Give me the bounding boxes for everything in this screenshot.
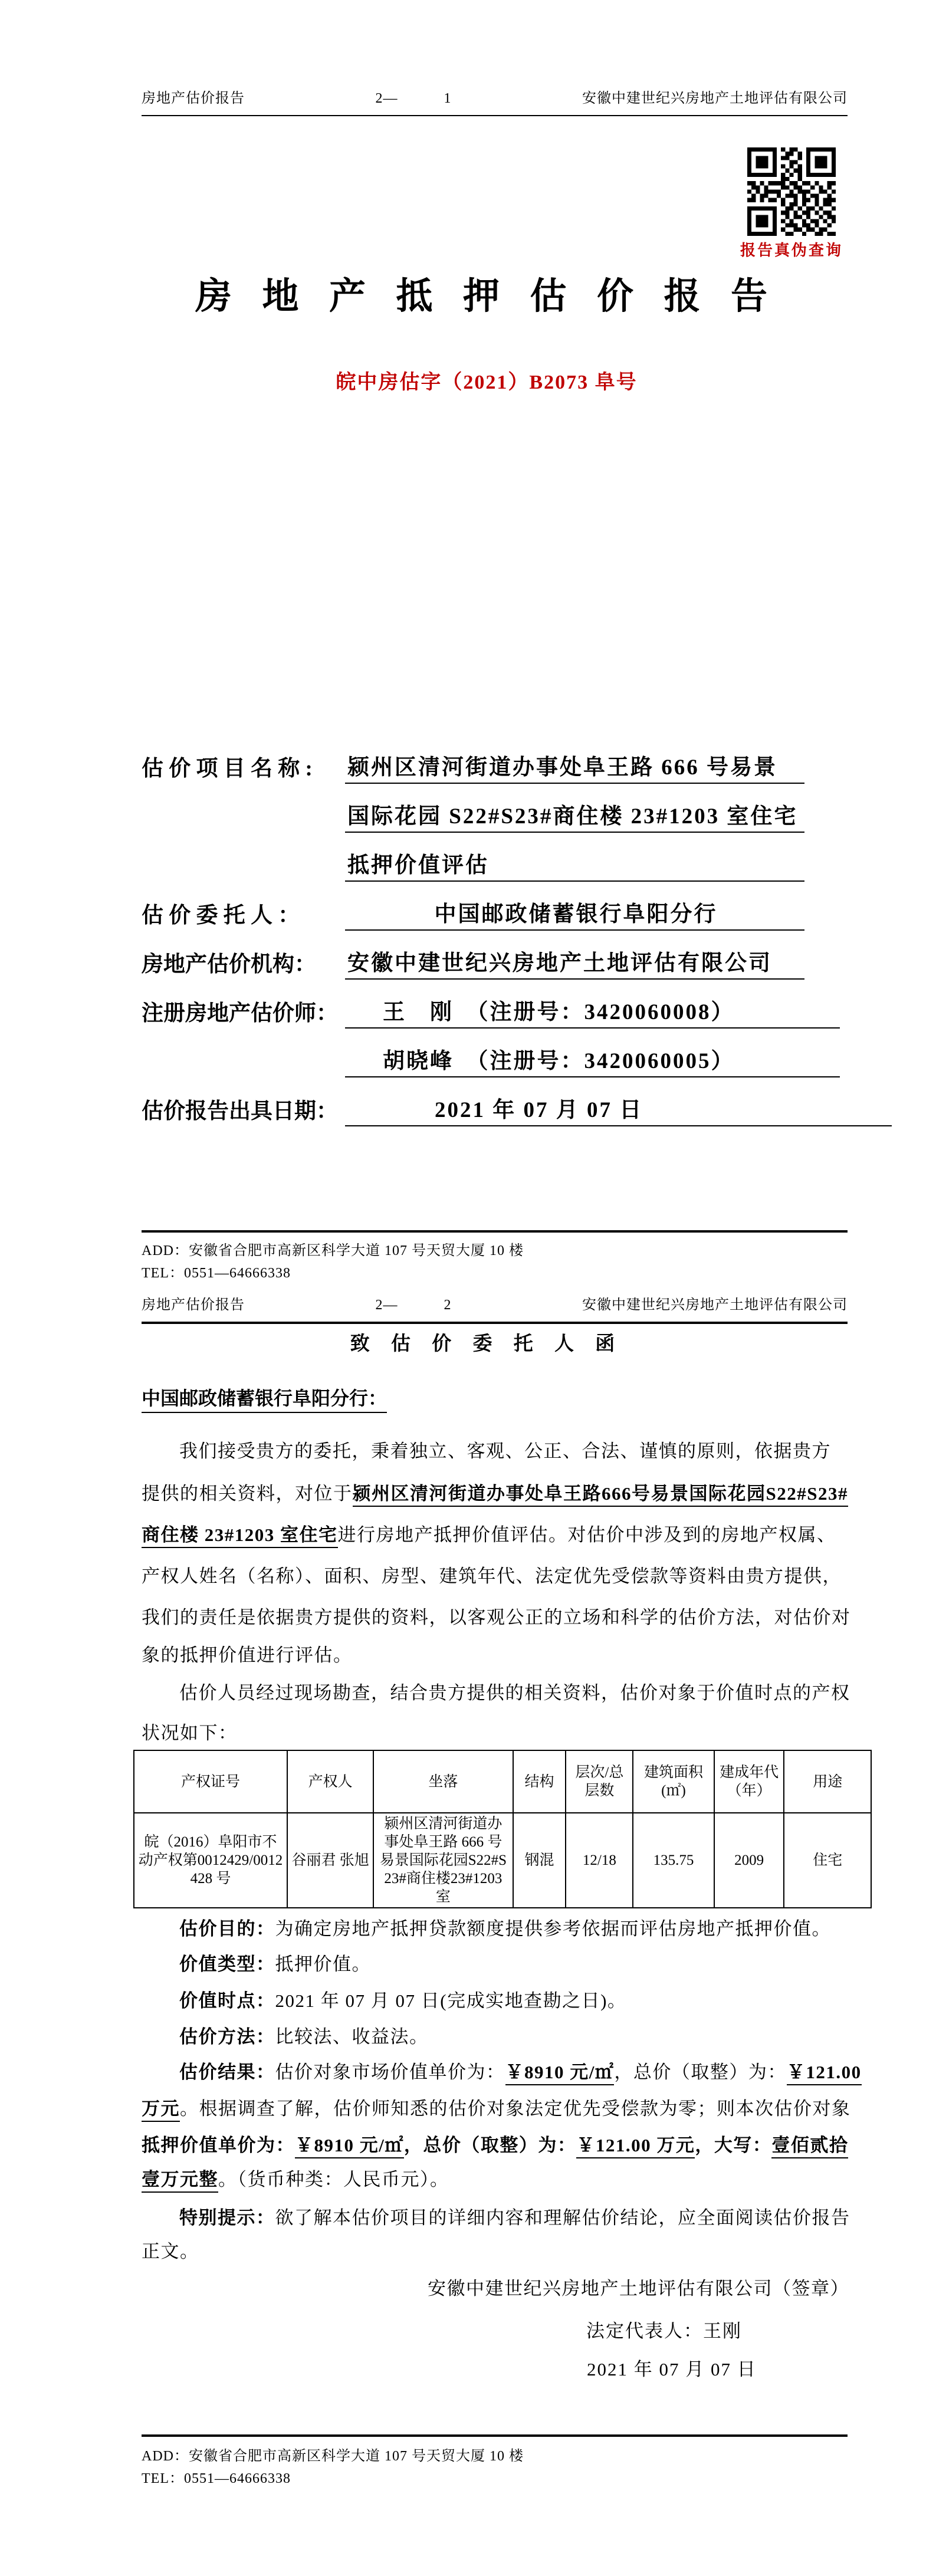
table-header-cell: 产权人 — [287, 1750, 373, 1813]
letter-line: 价值类型：抵押价值。 — [179, 1954, 371, 1974]
field-value: 国际花园 S22#S23#商住楼 23#1203 室住宅 — [345, 803, 804, 833]
field-label — [142, 1076, 345, 1077]
field-label: 估 价 项 目 名 称 : — [142, 757, 313, 781]
table-cell-area: 135.75 — [633, 1813, 714, 1908]
table-cell-structure: 钢混 — [513, 1813, 566, 1908]
signature-date: 2021 年 07 月 07 日 — [587, 2359, 757, 2380]
qr-code — [747, 147, 836, 236]
field-label: 注册房地产估价师： — [142, 1001, 338, 1026]
field-value: 王 刚 （注册号：3420060008） — [345, 999, 840, 1029]
table-header-cell: 层次/总层数 — [566, 1750, 633, 1813]
header-company: 安徽中建世纪兴房地产土地评估有限公司 — [582, 1297, 848, 1313]
header-page-prefix: 2— — [375, 91, 398, 106]
table-header-row — [134, 1750, 871, 1813]
page-header — [142, 1293, 848, 1324]
table-header-cell: 坐落 — [373, 1750, 513, 1813]
cover-field-row-appraiser-2 — [142, 1029, 849, 1077]
header-page-number: 2 — [444, 1297, 452, 1313]
table-cell-owner: 谷丽君 张旭 — [287, 1813, 373, 1908]
table-row — [134, 1813, 871, 1908]
cover-field-row-client — [142, 882, 849, 931]
footer-phone: TEL：0551—64666338 — [142, 2471, 291, 2486]
cover-field-row-agency — [142, 931, 849, 980]
field-value: 胡晓峰 （注册号：3420060005） — [345, 1048, 840, 1077]
letter-line: 估价目的：为确定房地产抵押贷款额度提供参考依据而评估房地产抵押价值。 — [179, 1918, 831, 1939]
page-header — [142, 86, 848, 116]
field-label: 房地产估价机构： — [142, 952, 316, 977]
field-value: 2021 年 07 月 07 日 — [345, 1097, 892, 1126]
header-page-indicator — [376, 1297, 452, 1313]
letter-line: 正文。 — [142, 2241, 199, 2262]
field-value: 颍州区清河街道办事处阜王路 666 号易景 — [345, 754, 804, 784]
cover-field-row-project-name-cont — [142, 784, 849, 833]
field-label — [142, 880, 345, 882]
letter-line: 估价结果：估价对象市场价值单价为：￥8910 元/㎡，总价（取整）为：￥121.00 — [142, 2060, 934, 2085]
field-value: 中国邮政储蓄银行阜阳分行 — [345, 901, 804, 931]
footer-address: ADD：安徽省合肥市高新区科学大道 107 号天贸大厦 10 楼 — [142, 1243, 524, 1259]
report-title: 房 地 产 抵 押 估 价 报 告 — [195, 277, 778, 317]
footer-phone: TEL：0551—64666338 — [142, 1266, 291, 1281]
field-value: 安徽中建世纪兴房地产土地评估有限公司 — [345, 950, 804, 980]
field-value: 抵押价值评估 — [345, 852, 804, 882]
table-cell-floor: 12/18 — [566, 1813, 633, 1908]
report-page-2 — [0, 1292, 936, 2576]
table-header-cell: 用途 — [784, 1750, 871, 1813]
table-header-cell: 产权证号 — [134, 1750, 287, 1813]
letter-line: 商住楼 23#1203 室住宅进行房地产抵押价值评估。对估价中涉及到的房地产权属、 — [142, 1523, 896, 1547]
letter-line: 壹万元整。（货币种类：人民币元）。 — [142, 2167, 896, 2192]
field-label: 估 价 委 托 人 ： — [142, 903, 300, 928]
letter-line: 我们接受贵方的委托，秉着独立、客观、公正、合法、谨慎的原则，依据贵方 — [179, 1441, 831, 1461]
letter-line: 我们的责任是依据贵方提供的资料，以客观公正的立场和科学的估价方法，对估价对 — [142, 1607, 851, 1628]
table-header-cell: 建成年代（年） — [714, 1750, 784, 1813]
letter-line: 价值时点：2021 年 07 月 07 日(完成实地查勘之日)。 — [179, 1990, 627, 2011]
table-cell-year: 2009 — [714, 1813, 784, 1908]
qr-caption: 报告真伪查询 — [740, 242, 843, 259]
table-cell-location: 颍州区清河街道办事处阜王路 666 号易景国际花园S22#S23#商住楼23#1203 室 — [373, 1813, 513, 1908]
table-header-cell: 结构 — [513, 1750, 566, 1813]
cover-form — [142, 735, 849, 1126]
report-number: 皖中房估字（2021）B2073 阜号 — [336, 372, 638, 393]
property-rights-table — [133, 1750, 872, 1908]
cover-field-row-appraiser-1 — [142, 980, 849, 1029]
letter-line: 万元。根据调查了解，估价师知悉的估价对象法定优先受偿款为零；则本次估价对象 — [142, 2097, 896, 2121]
cover-field-row-issue-date — [142, 1077, 849, 1126]
table-cell-use: 住宅 — [784, 1813, 871, 1908]
letter-line: 抵押价值单价为：￥8910 元/㎡，总价（取整）为：￥121.00 万元，大写：壹佰贰拾 — [142, 2133, 896, 2158]
letter-line: 估价人员经过现场勘查，结合贵方提供的相关资料，估价对象于价值时点的产权 — [179, 1683, 850, 1703]
legal-representative: 法定代表人：王刚 — [586, 2321, 742, 2341]
cover-field-row-project-name — [142, 735, 849, 784]
signature-company: 安徽中建世纪兴房地产土地评估有限公司（签章） — [428, 2278, 849, 2299]
field-label: 估价报告出具日期： — [142, 1099, 338, 1123]
table-cell-certificate-no: 皖（2016）阜阳市不动产权第0012429/0012428 号 — [134, 1813, 287, 1908]
table-header-cell: 建筑面积(㎡) — [633, 1750, 714, 1813]
footer-address: ADD：安徽省合肥市高新区科学大道 107 号天贸大厦 10 楼 — [142, 2449, 524, 2464]
footer-rule — [142, 1230, 848, 1233]
header-page-indicator — [376, 91, 452, 107]
header-doc-type: 房地产估价报告 — [142, 91, 245, 106]
letter-title: 致 估 价 委 托 人 函 — [350, 1333, 623, 1355]
letter-line: 状况如下： — [142, 1723, 238, 1743]
header-doc-type: 房地产估价报告 — [142, 1297, 245, 1313]
header-page-number: 1 — [444, 91, 452, 106]
field-label — [142, 832, 345, 833]
letter-line: 提供的相关资料，对位于颍州区清河街道办事处阜王路666号易景国际花园S22#S23# — [142, 1481, 896, 1506]
footer-rule — [142, 2434, 848, 2437]
letter-addressee: 中国邮政储蓄银行阜阳分行： — [142, 1384, 387, 1411]
letter-line: 估价方法：比较法、收益法。 — [179, 2026, 429, 2047]
letter-line: 产权人姓名（名称）、面积、房型、建筑年代、法定优先受偿款等资料由贵方提供， — [142, 1566, 842, 1586]
letter-line: 特别提示：欲了解本估价项目的详细内容和理解估价结论，应全面阅读估价报告 — [179, 2207, 850, 2228]
letter-line: 象的抵押价值进行评估。 — [142, 1645, 353, 1665]
header-page-prefix: 2— — [375, 1297, 398, 1313]
header-company: 安徽中建世纪兴房地产土地评估有限公司 — [582, 91, 848, 106]
cover-field-row-project-name-cont2 — [142, 833, 849, 882]
